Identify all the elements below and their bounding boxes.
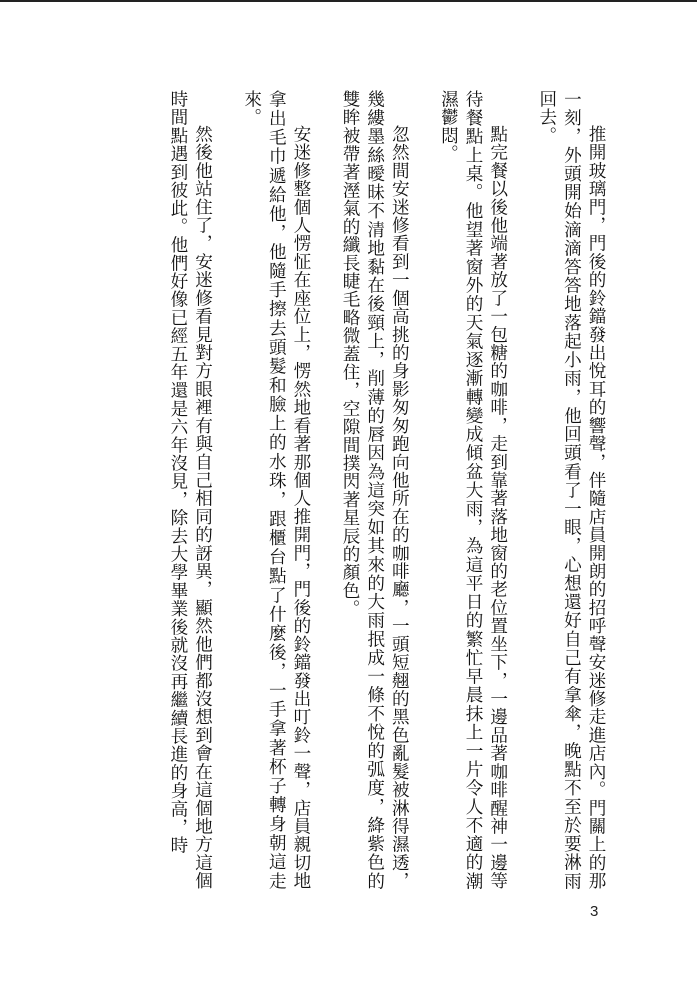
page-number: 3 — [590, 903, 599, 920]
paragraph-1: 推開玻璃門，門後的鈴鐺發出悅耳的響聲，伴隨店員開朗的招呼聲安迷修走進店內。門關上的那一刻，外頭開始滴滴答答地落起小雨，他回頭看了一眼，心想還好自己有拿傘，晚點不至於要淋雨回去。 — [536, 90, 606, 890]
vertical-text-block — [128, 90, 608, 890]
paragraph-3: 忽然間安迷修看到一個高挑的身影匆匆跑向他所在的咖啡廳，一頭短翹的黑色亂髮被淋得濕透，幾縷墨絲曖昧不清地黏在後頸上，削薄的唇因為這突如其來的大雨抿成一條不悅的弧度，絳紫色的雙眸被帶著溼氣的纖長睫毛略微蓋住，空隙間撲閃著星辰的顏色。 — [340, 90, 410, 890]
paragraph-4: 安迷修整個人愣怔在座位上，愣然地看著那個人推開門，門後的鈴鐺發出叮鈴一聲，店員親切地拿出毛巾遞給他，他隨手擦去頭髮和臉上的水珠，跟櫃台點了什麼後，一手拿著杯子轉身朝這走來。 — [241, 90, 311, 890]
paragraph-2: 點完餐以後他端著放了一包糖的咖啡，走到靠著落地窗的老位置坐下，一邊品著咖啡醒神一邊等待餐點上桌。他望著窗外的天氣逐漸轉變成傾盆大雨，為這平日的繁忙早晨抹上一片令人不適的潮濕鬱悶。 — [438, 90, 508, 890]
paragraph-5: 然後他站住了，安迷修看見對方眼裡有與自己相同的訝異，顯然他們都沒想到會在這個地方這個時間點遇到彼此。他們好像已經五年還是六年沒見，除去大學畢業後就沒再繼續長進的身高，時 — [167, 90, 213, 890]
